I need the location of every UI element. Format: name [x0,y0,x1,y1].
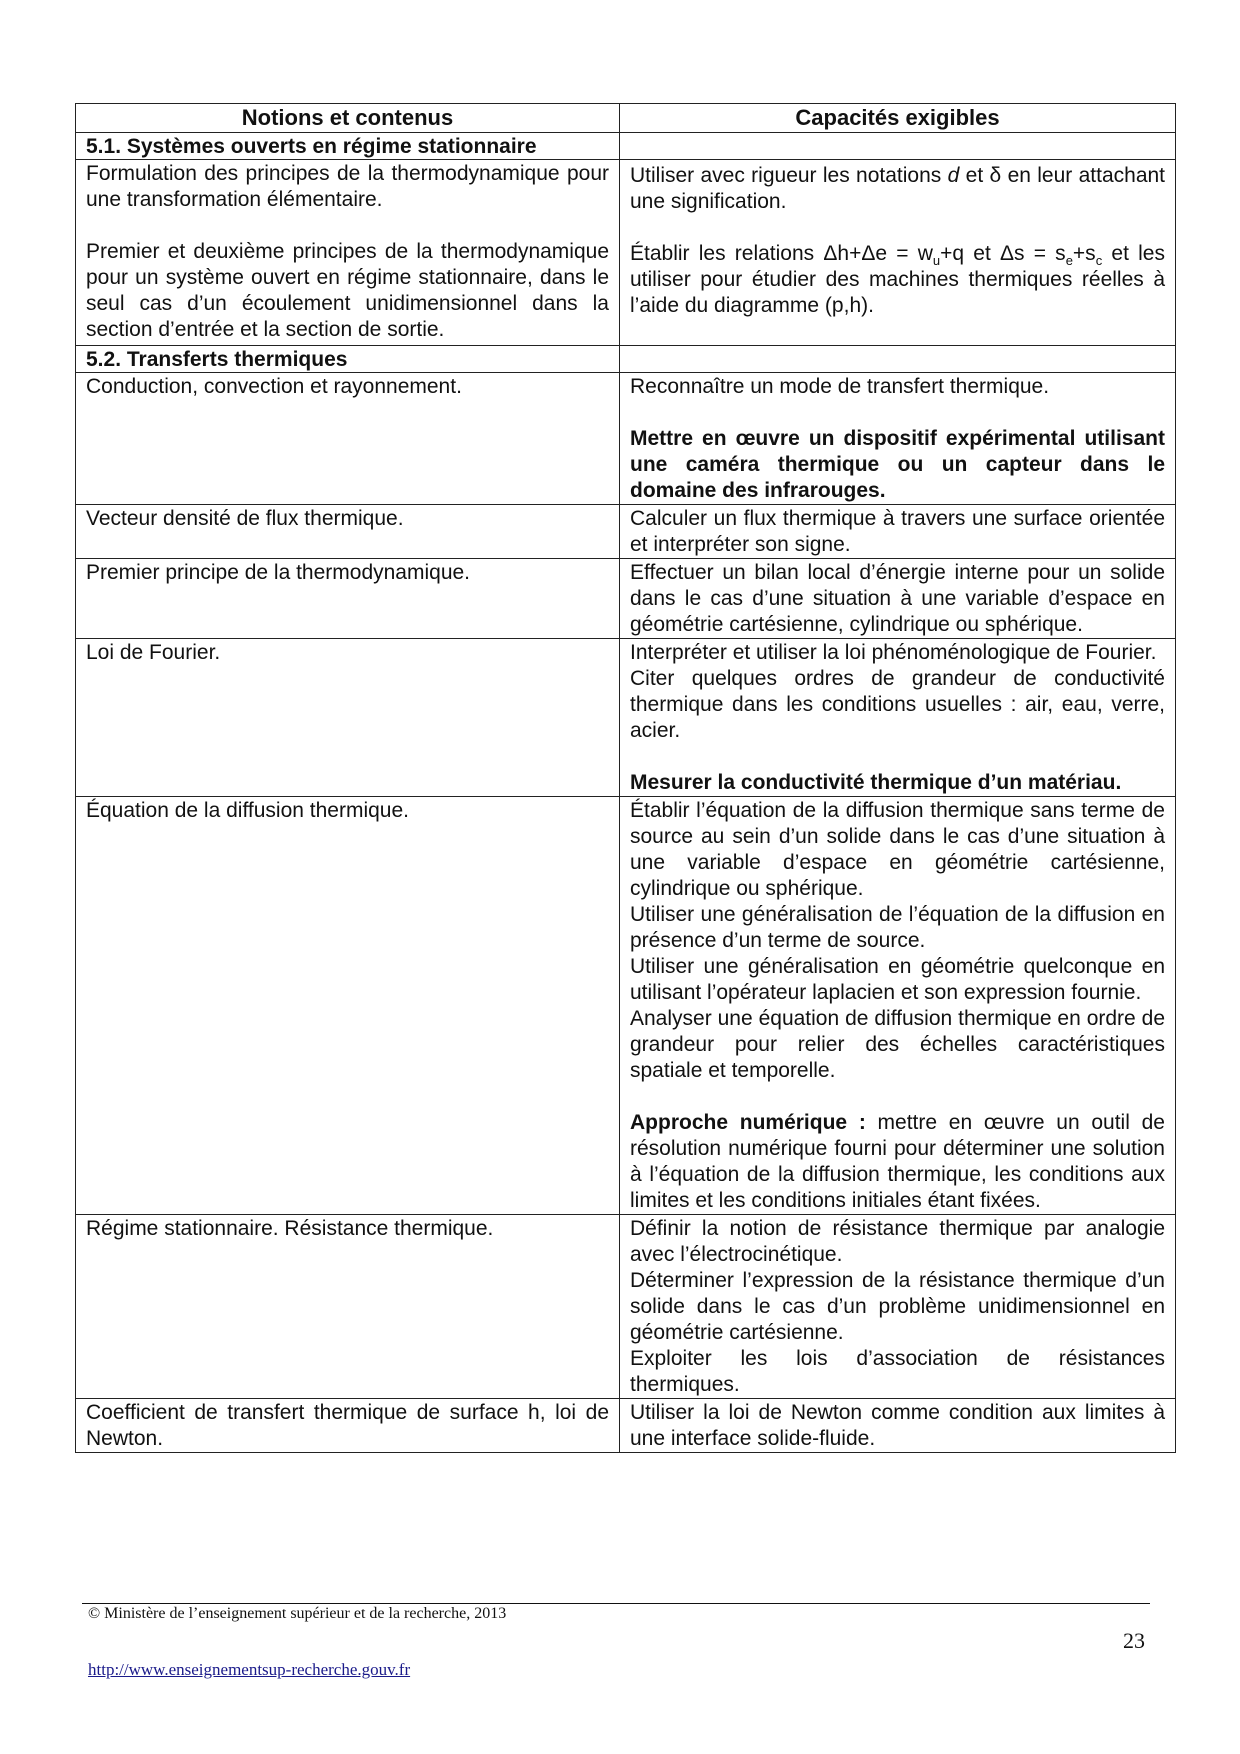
capacite-text: Utiliser une généralisation de l’équation de la diffusion en présence d’un terme de source. [630,903,1165,952]
notions-header: Notions et contenus [76,104,620,133]
capacite-text: Établir les relations $\Delta h+\Delta e = w_u+q$ et $\Delta s = s_e+s_c$ et les utiliser pour étudier des machines thermiques réelles à l’aide du diagramme (p,h). [630,242,1165,317]
ministry-website-link[interactable]: http://www.enseignementsup-recherche.gouv.fr [88,1660,411,1679]
notion-cell [76,1399,620,1453]
table-row [76,1215,1176,1399]
empty-cell [620,133,1176,160]
notion-text: Régime stationnaire. Résistance thermique. [86,1217,494,1240]
capacite-text: Établir l’équation de la diffusion thermique sans terme de source au sein d’un solide dans le cas d’une situation à une variable d’espace en géométrie cartésienne, cylindrique ou sphérique. [630,799,1165,900]
capacites-header: Capacités exigibles [620,104,1176,133]
notion-cell [76,639,620,797]
table-row [76,559,1176,639]
notion-text: Premier et deuxième principes de la thermodynamique pour un système ouvert en régime stationnaire, dans le seul cas d’un écoulement unidimensionnel dans la section d’entrée et la section de sortie. [86,240,609,341]
program-table [75,103,1176,1453]
capacite-cell [620,797,1176,1215]
capacite-text: Déterminer l’expression de la résistance thermique d’un solide dans le cas d’un problème unidimensionnel en géométrie cartésienne. [630,1269,1165,1344]
capacite-text: Mesurer la conductivité thermique d’un matériau. [630,771,1122,794]
capacite-text: Utiliser avec rigueur les notations d et δ en leur attachant une signification. [630,164,1166,213]
notion-text: Vecteur densité de flux thermique. [86,507,404,530]
notion-text: Formulation des principes de la thermodynamique pour une transformation élémentaire. [86,162,609,211]
notion-cell [76,505,620,559]
notion-text: Coefficient de transfert thermique de surface h, loi de Newton. [86,1401,609,1450]
capacite-text: Analyser une équation de diffusion thermique en ordre de grandeur pour relier des échelles caractéristiques spatiale et temporelle. [630,1007,1165,1082]
notion-cell [76,1215,620,1399]
section-row [76,346,1176,373]
table-row [76,505,1176,559]
capacite-cell [620,373,1176,505]
capacite-text: Calculer un flux thermique à travers une surface orientée et interpréter son signe. [630,507,1165,556]
capacite-cell [620,559,1176,639]
table-row [76,373,1176,505]
capacite-cell [620,1399,1176,1453]
notion-cell [76,160,620,346]
notion-text: Équation de la diffusion thermique. [86,799,409,822]
section-row [76,133,1176,160]
notion-cell [76,559,620,639]
empty-cell [620,346,1176,373]
capacite-text: Utiliser la loi de Newton comme condition aux limites à une interface solide-fluide. [630,1401,1165,1450]
notion-text: Conduction, convection et rayonnement. [86,375,462,398]
header-row [76,104,1176,133]
table-row [76,1399,1176,1453]
capacite-cell [620,639,1176,797]
capacite-text: Définir la notion de résistance thermique par analogie avec l’électrocinétique. [630,1217,1165,1266]
capacite-text: Utiliser une généralisation en géométrie quelconque en utilisant l’opérateur laplacien et son expression fournie. [630,955,1165,1004]
table-row [76,639,1176,797]
copyright-notice: © Ministère de l’enseignement supérieur et de la recherche, 2013 [88,1605,507,1622]
capacite-cell [620,505,1176,559]
table-row [76,797,1176,1215]
notion-cell [76,797,620,1215]
capacite-text: Effectuer un bilan local d’énergie interne pour un solide dans le cas d’une situation à une variable d’espace en géométrie cartésienne, cylindrique ou sphérique. [630,561,1165,636]
section-title-5-2: 5.2. Transferts thermiques [76,346,620,373]
capacite-text: Exploiter les lois d’association de résistances thermiques. [630,1347,1165,1396]
notion-text: Premier principe de la thermodynamique. [86,561,471,584]
capacite-cell [620,160,1176,346]
notion-text: Loi de Fourier. [86,641,221,664]
capacite-text: Approche numérique : mettre en œuvre un outil de résolution numérique fourni pour déterminer une solution à l’équation de la diffusion thermique, les conditions aux limites et les conditions initiales étant fixées. [630,1111,1165,1212]
section-title-5-1: 5.1. Systèmes ouverts en régime stationnaire [76,133,620,160]
notion-cell [76,373,620,505]
capacite-cell [620,1215,1176,1399]
capacite-text: Reconnaître un mode de transfert thermique. [630,375,1050,398]
capacite-text: Mettre en œuvre un dispositif expérimental utilisant une caméra thermique ou un capteur dans le domaine des infrarouges. [630,427,1165,502]
page-number: 23 [1123,1628,1145,1653]
table-row [76,160,1176,346]
capacite-text: Interpréter et utiliser la loi phénoménologique de Fourier. [630,641,1157,664]
capacite-text: Citer quelques ordres de grandeur de conductivité thermique dans les conditions usuelles : air, eau, verre, acier. [630,667,1165,742]
footer-divider [82,1603,1150,1604]
